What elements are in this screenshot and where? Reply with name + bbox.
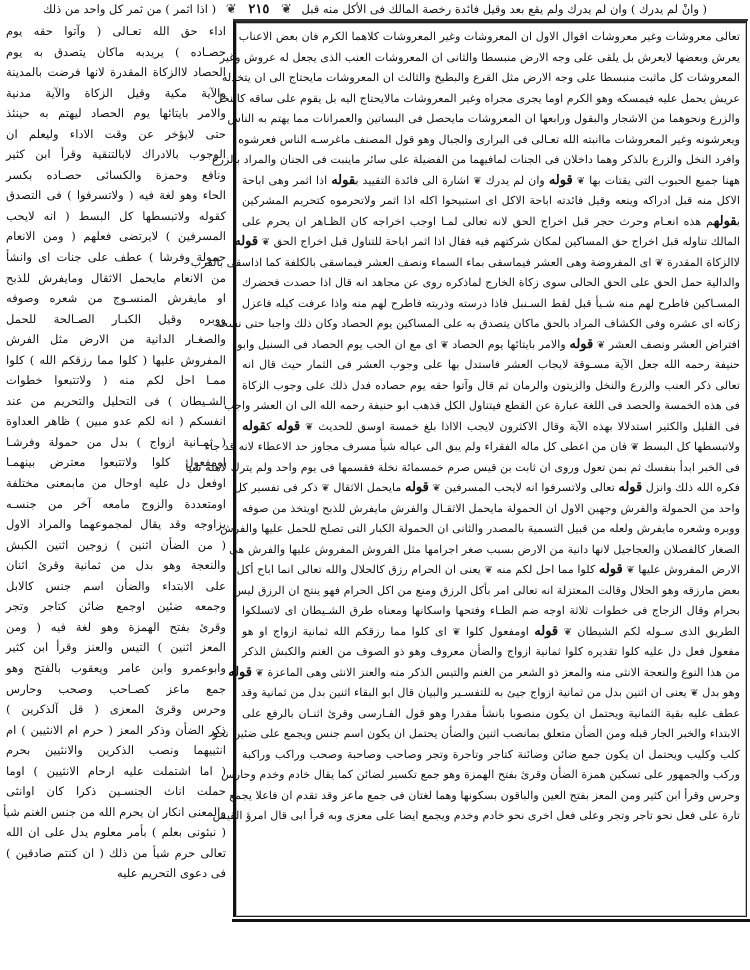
commentary-box [185, 21, 747, 917]
qawl-marker: قوله [276, 418, 301, 434]
text-line [236, 560, 740, 581]
text-line: على الابتداء والضأن اسم جنس كالابل [6, 578, 226, 593]
ornament-bracket-icon: ❦ [596, 339, 606, 351]
text-run: م هذه انعـام وحرث حجر قبل اخراج الحق لانه تعالى لمـا اوجب اخراجه كان الظـاهر ان يحرم على [242, 214, 714, 228]
commentary-text-column [185, 27, 741, 912]
text-run: اى المفروضة وهى العشر فيماسقى بماء السماء ونصف العشر فيماسقى بالكلفة كما اذاسقى بالقرب [190, 255, 656, 269]
text-line: وركب والجمهور على تسكين همزة الضأن وقرئ بفتح الهمزة وهو جمع تكسير لضائن كما يقال خادم وخدم وحارس [221, 768, 740, 781]
text-line: المعروشات كل ماثبت منبسطا على وجه الارض مثل القرع والبطيخ والثالث ان المعروشات مايحتاج الى ان يتخذله [221, 71, 740, 84]
text-run: ذكر فى تفسير كل [233, 481, 322, 494]
text-line: والمعنى انكار ان يحرم الله من جنس الغنم شيأ [3, 804, 226, 819]
text-line: فى هذه الخمسة والحصد فى اللغة عبارة عن القطع فيتناول الكل فذهب ابو حنيفة رحمه الله الى ان العشر واجب [224, 399, 740, 412]
text-line: ( اما اشتملت عليه ارحام الانثيين ) اوما [6, 763, 226, 778]
qawl-marker: قوله [548, 172, 573, 188]
ornament-bracket-icon: ❦ [473, 175, 482, 187]
ornament-bracket-icon: ❦ [432, 483, 441, 494]
text-line: تارة على فعل نحو تاجر وتجر وعلى فعل اخرى نحو خادم وخدم ويجمع ايضا على معزى وبه قرأ ابى قال امرؤ القيس [212, 809, 740, 822]
text-line: وحرس وقرأ ابن كثير ومن المعز بفتح العين والباقون بسكونها وهما لغتان فى جمع ماعز وقد تقدم ان فاعلا يجمع [229, 788, 740, 802]
text-line [233, 478, 740, 499]
text-line: والامر بايتائها يوم الحصاد ليهتم به حينئذ [6, 106, 226, 121]
text-run: مايحمل الاثقال [329, 481, 405, 494]
text-line: عطف عليه بقية الثمانية ويحتمل ان يكون منصوبا بانشأ مقدرا وهو قول الفـارسى وقرئ اثنـان بالرفع على [242, 706, 740, 720]
text-line [242, 417, 740, 438]
page-number: ٢١٥ [248, 2, 270, 17]
ornament-bracket-icon: ❦ [690, 688, 699, 699]
text-line: اداء حق الله تعـالى ( وآتوا حقه يوم [6, 24, 226, 38]
text-line: الشـيطان ) فى التحليل والتحريم من عند [6, 393, 226, 408]
qawl-marker: قوله [713, 213, 737, 229]
qawl-marker: قوله [598, 562, 623, 577]
text-run: وان لم يدرك [481, 173, 549, 187]
text-line [228, 663, 740, 684]
text-run: يعنى ان الحرام رزق كالحلال والله تعالى انما اباح أكل [236, 563, 485, 576]
text-run: ب [736, 214, 740, 228]
text-line: وحرس وقرئ المعزى ( قل آلذكرين ) [6, 702, 226, 717]
text-line: والنعجة وهو بدل من ثمانية وقرئ اثنان [6, 558, 226, 573]
text-line: ذكر الضأن وذكر المعز ( حرم ام الانثيين ) ام [6, 722, 226, 737]
text-line: ووبره وقيل الكبـار الصـالحة للحمل [6, 311, 226, 326]
text-line: حصـاده ) يريدبه ماكان يتصدق به يوم [6, 44, 226, 59]
qawl-marker: قوله [331, 172, 356, 188]
text-line: عريش يحمل عليه فيمسكه وهو الكرم اوما يجرى مجراه وغير المعروشات مالايحتاج اليه بل يقوم على ساقه كالنخل [214, 91, 740, 105]
text-line: فى دعوى التحريم عليه [117, 866, 226, 881]
text-line: مفعول فعل دل عليه كلوا تقديره كلوا ثمانية ازواج والضأن معروف وهو ذو الصوف من الغنم والكبش الذكر [242, 645, 740, 658]
text-line: ووبره وشعره مايفرش ولعله من قبيل التسمية بالمصدر والثانى ان الحمولة الكبار التى تصلح للحمل عليها والفرش [220, 522, 740, 535]
text-line: الوجوب بالادراك لابالتنقية وقرأ ابن كثير [6, 147, 226, 162]
qawl-marker: قوله [618, 480, 643, 495]
qawl-marker: قوله [228, 664, 252, 680]
qawl-marker: قوله [234, 234, 259, 249]
text-run: وهو بدل [698, 686, 740, 699]
text-line: كلب وكليب ويحتمل ان يكون جمع ضائن وضائنة كتاجر وتاجرة وتجر وصاحب وصاحبة وصحب وراكب وراكبة [242, 747, 740, 761]
text-line: وابوعمرو وابن عامر ويعقوب بالفتح وهو [6, 660, 226, 675]
text-line: تعالى ذكر العنب والزرع والنخل والزيتون والرمان ثم قال وآتوا حقه يوم حصاده فدل ذلك على وجوب الزكاة [242, 378, 740, 392]
text-line: تعالى معروشات وغير معروشات اقوال الاول ان المعروشات وغير المعروشات كلاهما الكرم فان بعض الاعناب [238, 30, 740, 43]
text-line: ونافع وحمزة والكسائى حصـاده بكسر [6, 167, 226, 182]
text-line: ويعرشونه وغير المعروشات ماانبته الله تعـالى فى البرارى والجبال وهو قول المصنف ماغرسـه الناس فعرشوه [238, 132, 740, 146]
text-line: حتى لايؤخر عن وقت الاداء وليعلم ان [6, 126, 226, 141]
text-line: جمع ماعز كصـاحب وصحب وحارس [6, 681, 226, 696]
text-line: حمولة وفرشا ) عطف على جنات اى وانشأ [6, 250, 226, 265]
text-line: والزرع ونحوهما من الاشجار والبقول ورابعها ان المعروشات مايحصل فى البساتين والعمرانات مما يهتم به الناس [227, 112, 740, 125]
text-run: الطريق الذى سـوله لكم الشيطان [571, 624, 740, 638]
header-ornament-left-icon: ❦ [225, 2, 237, 17]
text-line: الابتداء والخبر الجار قبله ومن الضأن متعلق بمانصب اثنين والضأن يحتمل ان يكون اسم جنس ويجمع على ضئين نحو [212, 727, 740, 740]
text-run: المالك تناوله قبل اخراج حق المساكين لمكان شركتهم فيه فقال اذا اثمر اباحة للتناول قبل اخراج الحق [270, 235, 740, 248]
text-line: والدالية حمل الحق على الحق الحالى سوى زكاة الخارج لماذكره روى عن مجاهد انه قال اذا حصدت فحضرك [242, 276, 740, 289]
text-line: زكاته اى عشره وفى الكشاف المراد بالحق ماكان يتصدق به على المساكين يوم الحصاد وكان ذلك واجبا حتى نسخه [215, 317, 740, 330]
text-run: اومفعول كلوا [460, 624, 535, 638]
text-line [242, 683, 740, 704]
text-line: الحاء وهو لغة فيه ( ولاتسرفوا ) فى التصدق [6, 188, 226, 203]
ornament-bracket-icon: ❦ [440, 339, 449, 351]
text-line: حملت اناث الجنسـين ذكرا كان اوانثى [6, 784, 226, 799]
text-line: المسرفين ) لايرتضى فعلهم ( ومن الانعام [6, 229, 226, 244]
ornament-bracket-icon: ❦ [255, 667, 264, 679]
ornament-bracket-icon: ❦ [305, 421, 314, 433]
ornament-bracket-icon: ❦ [484, 565, 493, 576]
text-line: وجمعه ضئين اوجمع ضائن كتاجر وتجر [6, 599, 226, 614]
text-line: بعض مارزقه وهو الحلال وقالت المعتزلة انه تعالى امر بأكل الرزق ومنع من اكل الحرام فهو ينتج ان الرزق ليس [233, 583, 740, 597]
text-line: اوفعل دل عليه اوحال من مابمعنى مختلفة [6, 476, 226, 491]
ornament-bracket-icon: ❦ [452, 626, 461, 638]
header-ornament-right-icon: ❦ [280, 2, 292, 17]
text-run: اشارة الى فائدة التقييد ب [355, 173, 474, 187]
ornament-bracket-icon: ❦ [626, 565, 635, 576]
ornament-bracket-icon: ❦ [321, 483, 330, 494]
ornament-bracket-icon: ❦ [563, 626, 572, 638]
text-run: من هذا النوع والنعجة الانثى منه والمعز ذو الشعر من الغنم والتيس الذكر منه والعنز الانثى وهى الماعزة [263, 665, 740, 679]
header-right-text: ( وانْ لم يدرك ) وان لم يدرك ولم يقع بعد وقيل فائدة رخصة المالك فى الأكل منه قبل [301, 2, 708, 16]
text-line: المعز اثنين ) التيس والعنز وقرأ ابن كثير [6, 640, 226, 655]
ornament-bracket-icon: ❦ [576, 175, 586, 187]
text-line [242, 212, 740, 233]
text-line: ( ثمـانية ازواج ) بدل من حمولة وفرشـا [6, 434, 226, 449]
text-line: ممـا احل لكم منه ( ولاتتبعوا خطوات [6, 373, 226, 388]
text-line: ( من الضأن اثنين ) زوجين اثنين الكبش [6, 537, 226, 552]
text-run: والامر بايتائها يوم الحصاد [448, 337, 570, 351]
text-line: اومتعددة والزوج مامعه آخر من جنسـه [6, 496, 226, 511]
text-run: ك [266, 419, 277, 433]
text-line: واحد من الحمولة والفرش وجهين الاول ان الحمولة مايحمل الاثقـال والفرش مايفرش للذبح اويتخذ من صوفه [242, 501, 740, 515]
text-run: ولاتبسطها كل البسط [639, 440, 740, 453]
text-line: انثييهما ونصب الذكرين والانثيين بحرم [6, 743, 226, 758]
text-line: حنيفة رحمه الله جعل الآية مسـوقة لايجاب العشر فاستدل بها على وجوب العشر فى الثمار حيث قال انه [242, 358, 740, 371]
text-line: يعرش وبعضها لايعرش بل يلقى على وجه الارض منبسطا والثانى ان المعروشات العنب الذى يجعل له عروش وغير [219, 50, 740, 64]
text-line: الصغار كالفصلان والعجاجيل لانها دانية من الارض بسبب صغر اجرامها مثل الفروش المفروش عليها والفرش هى [229, 542, 740, 556]
text-line [234, 232, 740, 253]
text-run: الارض المفروش عليها [634, 563, 740, 576]
text-line: والصغـار الدانية من الارض مثل الفرش [6, 332, 226, 347]
text-run: افتراض العشر ونصف العشر [605, 337, 740, 351]
ornament-bracket-icon: ❦ [261, 237, 271, 248]
qawl-marker: قوله [569, 336, 594, 352]
text-line: اومفعول كلوا ولاتتبعوا معترض بينهمـا [6, 455, 226, 470]
text-line [242, 622, 740, 643]
text-run: فى القليل والكثير استدلالا بهذه الآية وقال الاكثرون لايجب الااذا بلغ خمسة اوسق للحديث [313, 419, 741, 433]
text-line: وقرئ بفتح الهمزة وهو لغة فيه ( ومن [6, 619, 226, 634]
ornament-bracket-icon: ❦ [655, 257, 664, 269]
text-line: من الانعام مايحمل الاثقال ومايفرش للذبح [6, 270, 226, 285]
text-run: يعنى ان اثنين بدل من ثمانية ازواج جيئ به للتفسـير والبيان قال ابو البقاء اثنين بدل من ثمانية وقد [241, 686, 691, 699]
qawl-marker: قوله [534, 623, 559, 639]
text-line: او مايفرش المنسـوج من شعره وصوفه [6, 291, 226, 306]
text-line: ( نبئونى بعلم ) بأمر معلوم يدل على ان الله [6, 825, 226, 840]
text-line: والآية مكية وقيل الزكاة والآية مدنية [6, 85, 226, 100]
text-line: الحصاد لاالزكاة المقدرة لانها فرضت بالمدينة [6, 65, 226, 80]
text-line [242, 171, 740, 192]
text-line: انفسكم ( انه لكم عدو مبين ) ظاهر العداوة [6, 414, 226, 429]
text-run: اى كلوا مما رزقكم الله ثمانية ازواج او هو [242, 624, 453, 638]
text-line: المفروش عليها ( كلوا مما رزقكم الله ) كلوا [6, 352, 226, 367]
text-line: كقوله ولاتبسطها كل البسط ( انه لايحب [6, 208, 226, 223]
text-line: تعالى حرم شيأ من ذلك ( ان كنتم صادقين ) [6, 845, 226, 860]
ornament-bracket-icon: ❦ [630, 442, 640, 453]
text-line: الاكل منه قبل ادراكه وينعه وقيل فائدته اباحة الاكل اى استبيحوا اكله اذا اثمر ولاتحرموه كتحريم المشركين [242, 194, 740, 207]
text-line [204, 437, 740, 458]
text-line: المسـاكين فاطرح لهم منه شـيأ قبل لقط السـنبل فاذا درسته وذريته فاطرح لهم منه واذا عرفت كيله فاعزل [242, 296, 740, 310]
text-run: اذا اثمر وهى اباحة [242, 173, 332, 187]
text-line [237, 335, 740, 356]
text-line: بحرام وقال الزجاج فى خطوات ثلاثة اوجه ضم الطـاء وفتحها واسكانها ومعناه طرق الشـيطان اى لاتسلكوا [242, 604, 740, 617]
text-run: اى مع ان الحب يوم الحصاد فى السنبل وابو [237, 337, 441, 351]
running-header [0, 0, 750, 20]
text-line: وافرد النخل والزرع بالذكر وهما داخلان فى الجنات لمافيهما من الفضيلة على سائر ماينبت فى الجنان والمراد بالزرع [211, 153, 740, 166]
text-run: كلوا مما احل لكم منه [492, 563, 599, 576]
text-run: ههنا جميع الحبوب التى يقتات بها [585, 173, 740, 187]
qawl-marker: قوله [242, 418, 267, 434]
text-line: فى الخبر ابدأ بنفسك ثم بمن تعول وروى ان ثابت بن قيس صرم خمسمائة نخلة فقسمها فى يوم واحد ولم يترك لاهله شيأ [185, 460, 740, 474]
text-line: يزاوجه وقد يقال لمجموعهما والمراد الاول [6, 517, 226, 532]
text-run: تعالى ولاتسرفوا انه لايحب المسرفين [440, 481, 619, 494]
header-left-text: ( اذا اثمر ) من ثمر كل واحد من ذلك [42, 2, 217, 16]
text-run: فان من اعطى كل ماله الفقراء ولم يبق الى عياله شيأ مسرف مجاوز حد الاعطاء لانه قد جاء [204, 440, 631, 453]
text-run: فكره الله ذلك وانزل [642, 481, 740, 494]
text-run: لاالزكاة المقدرة [663, 255, 740, 269]
text-line [190, 253, 740, 274]
qawl-marker: قوله [404, 480, 429, 495]
